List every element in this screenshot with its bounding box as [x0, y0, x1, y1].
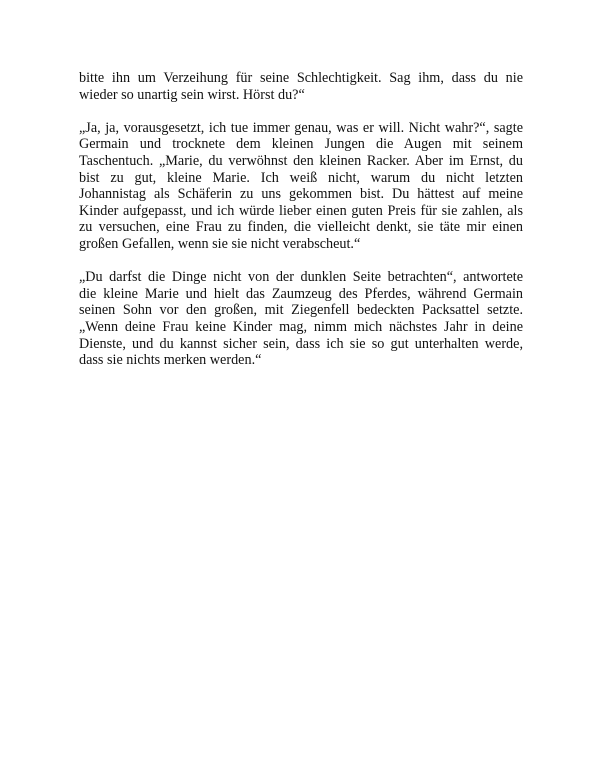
text-line: bist zu gut, kleine Marie. Ich weiß nicht, warum du nicht letzten — [79, 169, 523, 186]
text-line: Johannistag als Schäferin zu uns gekommen bist. Du hättest auf meine — [79, 186, 523, 203]
body-text — [79, 70, 523, 385]
paragraph-2 — [79, 120, 523, 253]
text-line: „Ja, ja, vorausgesetzt, ich tue immer genau, was er will. Nicht wahr?“, sagte — [79, 119, 523, 136]
text-line: bitte ihn um Verzeihung für seine Schlechtigkeit. Sag ihm, dass du nie — [79, 70, 523, 86]
text-line: dass sie nichts merken werden.“ — [79, 352, 262, 369]
text-line: „Wenn deine Frau keine Kinder mag, nimm mich nächstes Jahr in deine — [79, 318, 523, 335]
text-line: Taschentuch. „Marie, du verwöhnst den kleinen Racker. Aber im Ernst, du — [79, 152, 523, 169]
text-line: Kinder aufgepasst, und ich würde lieber einen guten Preis für sie zahlen, als — [79, 202, 523, 219]
text-line: wieder so unartig sein wirst. Hörst du?“ — [79, 86, 305, 103]
paragraph-1 — [79, 70, 523, 103]
text-line: seinen Sohn vor den großen, mit Ziegenfell bedeckten Packsattel setzte. — [79, 302, 523, 319]
text-line: die kleine Marie und hielt das Zaumzeug des Pferdes, während Germain — [79, 285, 523, 302]
text-line: Germain und trocknete dem kleinen Jungen die Augen mit seinem — [79, 136, 523, 153]
text-line: „Du darfst die Dinge nicht von der dunklen Seite betrachten“, antwortete — [79, 269, 523, 286]
text-line: zu versuchen, eine Frau zu finden, die vielleicht denkt, sie täte mir einen — [79, 219, 523, 236]
text-line: großen Gefallen, wenn sie sie nicht verabscheut.“ — [79, 235, 361, 252]
text-line: Dienste, und du kannst sicher sein, dass ich sie so gut unterhalten werde, — [79, 335, 523, 352]
paragraph-3 — [79, 269, 523, 369]
